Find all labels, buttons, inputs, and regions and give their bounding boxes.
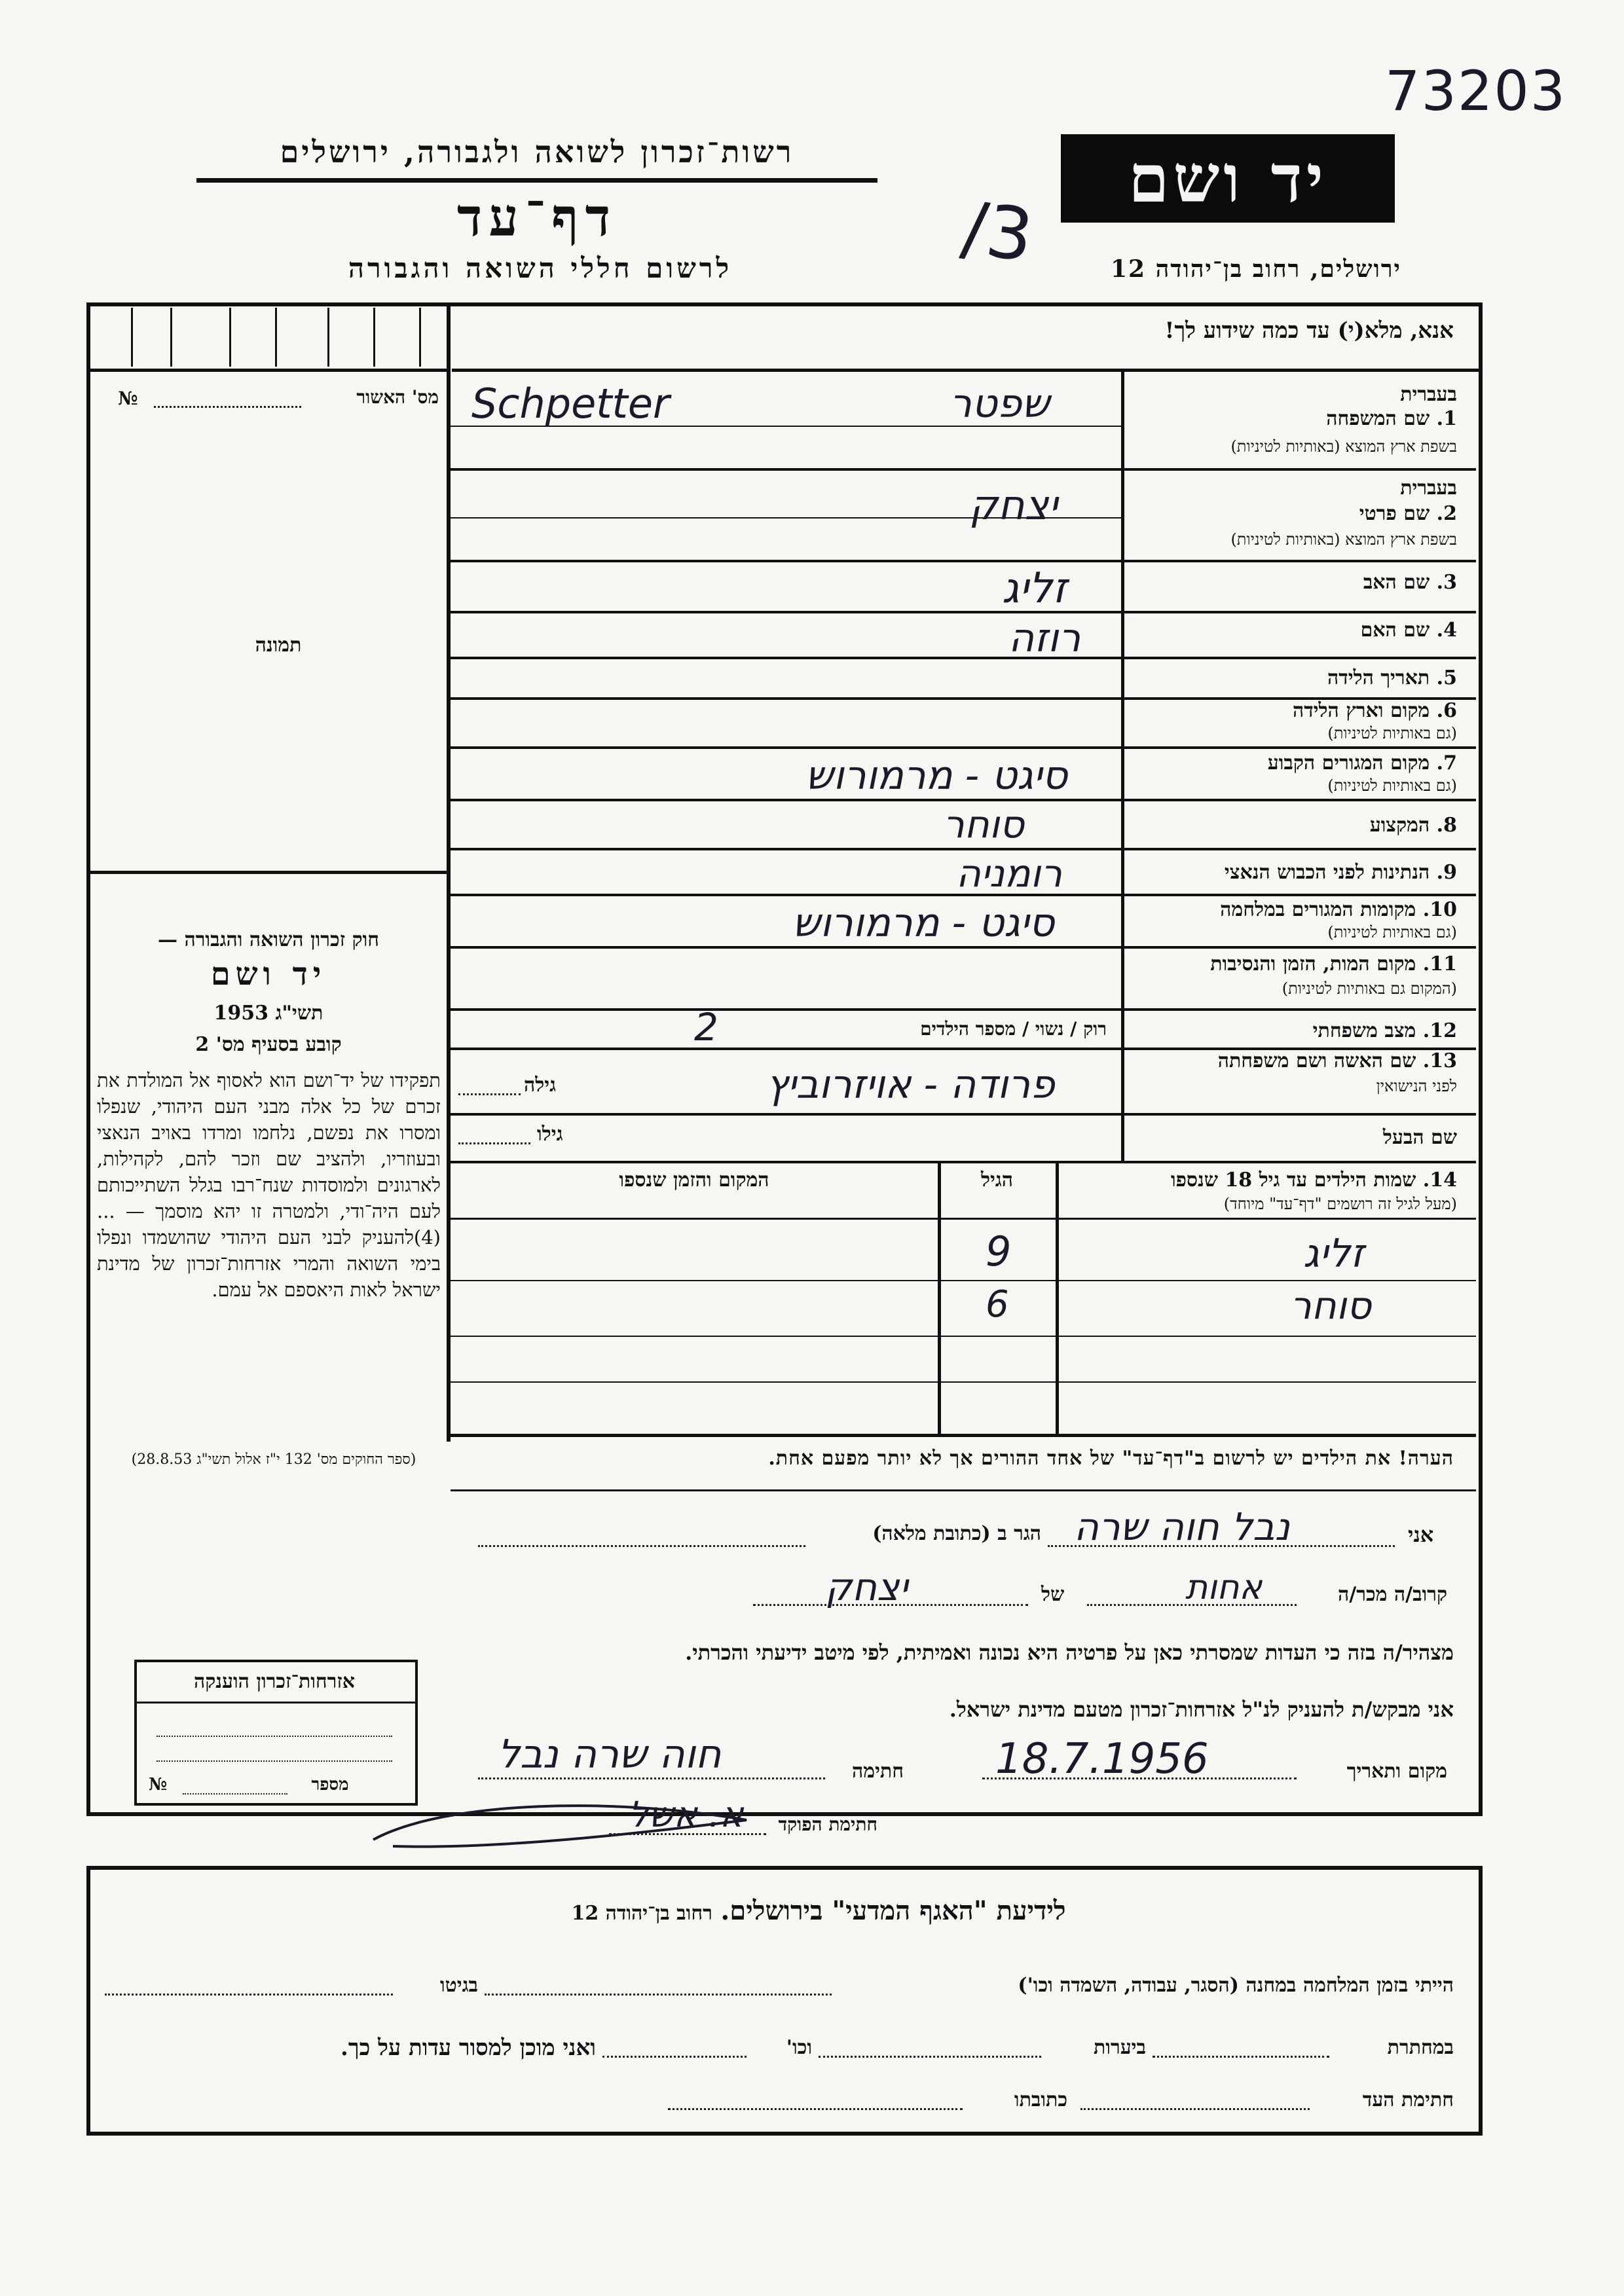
footer-address-field[interactable] bbox=[668, 2108, 963, 2110]
footer-underground-label: במחתרת bbox=[1387, 2036, 1454, 2059]
fill-instruction: אנא, מלא(י) עד כמה שידוע לך! bbox=[1164, 318, 1454, 344]
footer-ghetto-field[interactable] bbox=[105, 1994, 393, 1995]
children-remark: הערה! את הילדים יש לרשום ב"דף־עד" של אחד ההורים אך לא יותר מפעם אחת. bbox=[768, 1447, 1454, 1470]
official-signature-label: חתימת הפוקד bbox=[778, 1813, 877, 1835]
mother-name[interactable]: רוזה bbox=[1008, 615, 1081, 661]
citizenship-title: אזרחות־זכרון הוענקה bbox=[193, 1670, 356, 1693]
field-11-sub: (המקום גם באותיות לטיניות) bbox=[1282, 979, 1457, 998]
field-13-label: 13. שם האשה ושם משפחתה bbox=[1217, 1049, 1457, 1072]
approval-number-field[interactable] bbox=[154, 406, 301, 408]
field-7-sub: (גם באותיות לטיניות) bbox=[1327, 776, 1457, 795]
wife-name[interactable]: פרודה - אויזרוביץ bbox=[766, 1062, 1055, 1108]
yad-vashem-logo: יד ושם bbox=[1061, 134, 1395, 223]
signature-flourish bbox=[367, 1794, 760, 1859]
husband-age-field[interactable] bbox=[458, 1142, 530, 1144]
field-1-tag: בעברית bbox=[1400, 383, 1457, 406]
occupation[interactable]: סוחר bbox=[943, 802, 1025, 847]
address-field[interactable] bbox=[478, 1545, 805, 1547]
field-1-label: 1. שם המשפחה bbox=[1326, 407, 1457, 430]
date-value[interactable]: 18.7.1956 bbox=[995, 1735, 1209, 1783]
field-10-label: 10. מקומות המגורים במלחמה bbox=[1220, 898, 1457, 921]
footer-camp-label: הייתי בזמן המלחמה במחנה (הסגר, עבודה, השמדה וכו') bbox=[1018, 1974, 1454, 1997]
form-title: דף־עד bbox=[456, 187, 618, 248]
field-8-label: 8. המקצוע bbox=[1369, 814, 1457, 837]
field-2-tag: בעברית bbox=[1400, 477, 1457, 500]
organization-line: רשות־זכרון לשואה ולגבורה, ירושלים bbox=[280, 134, 794, 170]
family-name-hebrew[interactable]: שפטר bbox=[950, 381, 1050, 427]
wartime-residence[interactable]: סיגט - מרמורוש bbox=[792, 900, 1055, 946]
citizenship-number-sign: № bbox=[149, 1775, 168, 1795]
wife-age-field[interactable] bbox=[458, 1093, 521, 1095]
law-clause: קובע בסעיף מס' 2 bbox=[195, 1033, 342, 1056]
form-subtitle: לרשום חללי השואה והגבורה bbox=[348, 252, 733, 284]
declaration-statement: מצהיר/ה בזה כי העדות שמסרתי כאן על פרטיה היא נכונה ואמיתית, לפי מיטב ידיעתי והכרתי. bbox=[685, 1640, 1454, 1665]
field-2-sub: בשפת ארץ המוצא (באותיות לטיניות) bbox=[1230, 530, 1457, 549]
field-12-label: 12. מצב משפחתי bbox=[1312, 1019, 1457, 1042]
nationality[interactable]: רומניה bbox=[956, 851, 1063, 896]
footer-title: לידיעת "האגף המדעי" בירושלים. רחוב בן־יהודה 12 bbox=[571, 1895, 1066, 1926]
address-label: הגר ב (כתובת מלאה) bbox=[872, 1522, 1041, 1545]
field-11-label: 11. מקום המות, הזמן והנסיבות bbox=[1210, 953, 1457, 975]
children-count[interactable]: 2 bbox=[694, 1005, 718, 1049]
first-name-hebrew[interactable]: יצחק bbox=[969, 481, 1058, 529]
field-6-sub: (גם באותיות לטיניות) bbox=[1327, 724, 1457, 742]
husband-label: שם הבעל bbox=[1382, 1126, 1457, 1149]
family-name-latin[interactable]: Schpetter bbox=[471, 380, 670, 428]
official-signature: א. אשל bbox=[629, 1794, 744, 1835]
footer-address-label: כתובתו bbox=[1014, 2088, 1067, 2111]
footer-witness-sign-label: חתימת העד bbox=[1362, 2088, 1454, 2111]
wife-age-label: גילה bbox=[524, 1074, 557, 1097]
citizenship-request: אני מבקש/ת להעניק לנ"ל אזרחות־זכרון מטעם מדינת ישראל. bbox=[949, 1697, 1454, 1722]
children-title: 14. שמות הילדים עד גיל 18 שנספו bbox=[1170, 1169, 1457, 1192]
footer-forest-label: ביערות bbox=[1093, 2036, 1146, 2059]
footer-testimony-label: ואני מוכן למסור עדות על כך. bbox=[341, 2035, 596, 2061]
field-1-sub: בשפת ארץ המוצא (באותיות לטיניות) bbox=[1230, 437, 1457, 456]
footer-underground-field[interactable] bbox=[1153, 2056, 1329, 2058]
code-boxes bbox=[131, 308, 426, 370]
footer-etc-field[interactable] bbox=[602, 2056, 747, 2058]
relation-name[interactable]: יצחק bbox=[825, 1565, 908, 1609]
footer-forest-field[interactable] bbox=[819, 2056, 1041, 2058]
declaration-prefix: אני bbox=[1408, 1522, 1434, 1547]
child-1-name[interactable]: זליג bbox=[1303, 1231, 1365, 1277]
relation-prefix: קרוב/ה מכר/ה bbox=[1338, 1583, 1447, 1606]
marital-status-options: רוק / נשוי / מספר הילדים bbox=[920, 1018, 1107, 1040]
relation-value[interactable]: אחות bbox=[1185, 1568, 1263, 1607]
field-3-label: 3. שם האב bbox=[1363, 571, 1457, 594]
declarant-name[interactable]: נבל חוה שרה bbox=[1074, 1504, 1290, 1549]
photo-label: תמונה bbox=[255, 634, 302, 657]
husband-age-label: גילו bbox=[537, 1123, 563, 1146]
field-2-label: 2. שם פרטי bbox=[1359, 502, 1457, 525]
field-5-label: 5. תאריך הלידה bbox=[1327, 666, 1457, 689]
law-title: חוק זכרון השואה והגבורה — bbox=[158, 928, 379, 951]
header-address: ירושלים, רחוב בן־יהודה 12 bbox=[1110, 255, 1401, 283]
father-name[interactable]: זליג bbox=[1002, 564, 1067, 613]
footer-etc-label: וכו' bbox=[786, 2036, 812, 2059]
field-7-label: 7. מקום המגורים הקבוע bbox=[1267, 752, 1457, 774]
archive-stamp-number: 73203 bbox=[1385, 59, 1567, 123]
field-13-sub: לפני הנישואין bbox=[1376, 1077, 1457, 1095]
citizenship-box bbox=[134, 1660, 418, 1806]
citizenship-number-label: מספר bbox=[311, 1775, 349, 1795]
margin-note: /3 bbox=[957, 185, 1039, 278]
field-6-label: 6. מקום וארץ הלידה bbox=[1292, 699, 1457, 722]
declarant-signature[interactable]: חוה שרה נבל bbox=[498, 1732, 722, 1777]
signature-label: חתימה bbox=[852, 1760, 904, 1783]
children-note: (מעל לגיל זה רושמים "דף־עד" מיוחד) bbox=[1223, 1195, 1457, 1213]
field-10-sub: (גם באותיות לטיניות) bbox=[1327, 923, 1457, 941]
law-source: (ספר החוקים מס' 132 י"ז אלול תשי"ג 28.8.53) bbox=[131, 1451, 416, 1468]
child-2-age[interactable]: 6 bbox=[986, 1283, 1009, 1326]
approval-number-label: מס' האשור bbox=[356, 386, 439, 408]
children-place-header: המקום והזמן שנספו bbox=[619, 1169, 769, 1192]
field-4-label: 4. שם האם bbox=[1360, 619, 1457, 642]
number-sign: № bbox=[118, 388, 138, 409]
children-age-header: הגיל bbox=[980, 1169, 1014, 1192]
footer-ghetto-label: בגיטו bbox=[439, 1974, 478, 1997]
field-9-label: 9. הנתינות לפני הכבוש הנאצי bbox=[1224, 861, 1457, 884]
child-1-age[interactable]: 9 bbox=[986, 1228, 1012, 1275]
footer-camp-field[interactable] bbox=[485, 1994, 832, 1995]
child-2-name[interactable]: סוחר bbox=[1290, 1283, 1372, 1328]
permanent-residence[interactable]: סיגט - מרמורוש bbox=[805, 753, 1068, 799]
law-body: תפקידו של יד־ושם הוא לאסוף אל המולדת את זכרם של כל אלה מבני העם היהודי, שנפלו ומסרו את נפשם, נלחמו ומרדו באויב הנאצי ובעוזריו, ולהציב שם וזכר להם, לקהילות, לארגונים ולמוסדות שנח־רבו בגלל השתייכותם לעם היה־ודי, ולמטרה זו יהא מוסמך — ...(4)להעניק לבני העם היהודי שהושמדו ונפלו בימי השואה והמרי אזרחות־זכרון של מדינת ישראל לאות היאספם אל עמם. bbox=[97, 1069, 441, 1301]
citizenship-number-field[interactable] bbox=[183, 1793, 287, 1795]
law-name: יד ושם bbox=[210, 956, 327, 993]
footer-witness-sign-field[interactable] bbox=[1080, 2108, 1310, 2110]
place-date-label: מקום ותאריך bbox=[1346, 1760, 1447, 1783]
law-year: תשי"ג 1953 bbox=[213, 1002, 323, 1025]
relation-of: של bbox=[1041, 1583, 1065, 1606]
